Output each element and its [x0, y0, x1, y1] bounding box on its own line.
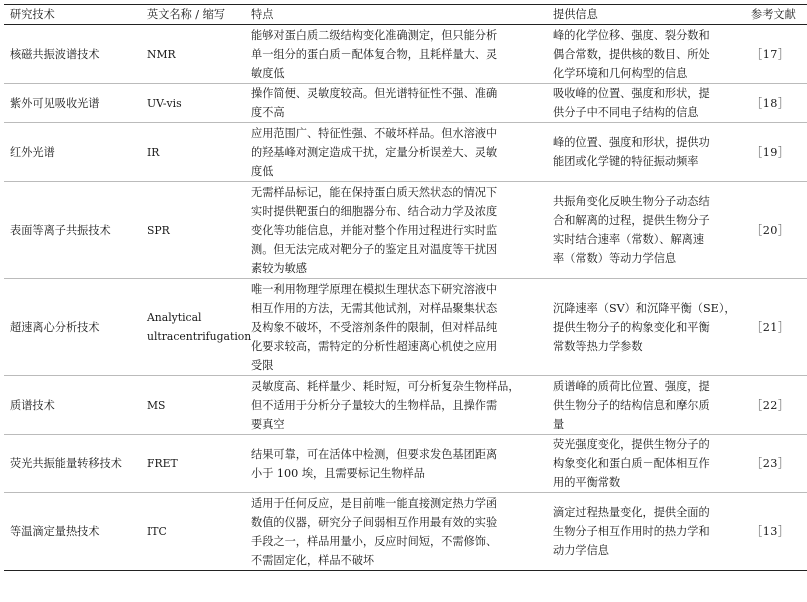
reference-number: ［23］	[751, 457, 790, 470]
information-line: 生物分子相互作用时的热力学和	[553, 525, 710, 538]
english-name-line: UV-vis	[147, 96, 182, 110]
features-cell	[249, 123, 551, 182]
features-line: 无需样品标记，能在保持蛋白质天然状态的情况下	[251, 185, 498, 199]
information-line: 吸收峰的位置、强度和形状，提	[553, 87, 710, 100]
information-line: 质谱峰的质荷比位置、强度，提	[553, 379, 710, 393]
features-line: 数值的仪器，研究分子间弱相互作用最有效的实验	[251, 515, 498, 529]
information-line: 提供生物分子的构象变化和平衡	[553, 320, 710, 334]
header-english-name: 英文名称 / 缩写	[145, 5, 249, 25]
technique-cell	[4, 435, 145, 493]
features-cell	[249, 435, 551, 493]
english-name-cell	[145, 25, 249, 84]
header-features: 特点	[249, 5, 551, 25]
english-name-cell	[145, 376, 249, 435]
features-line: 小于 100 埃，且需要标记生物样品	[251, 466, 425, 480]
features-line: 灵敏度高、耗样量少、耗时短，可分析复杂生物样品，	[251, 379, 520, 393]
information-cell	[551, 123, 741, 182]
information-line: 荧光强度变化，提供生物分子的	[553, 438, 710, 451]
features-cell	[249, 493, 551, 571]
features-line: 手段之一，样品用量小，反应时间短，不需修饰、	[251, 534, 498, 548]
english-name-line: Analytical	[147, 311, 202, 324]
english-name-cell	[145, 84, 249, 123]
information-line: 常数等热力学参数	[553, 339, 643, 353]
features-line: 度低	[251, 164, 274, 178]
features-line: 的羟基峰对测定造成干扰，定量分析误差大、灵敏	[251, 145, 498, 159]
information-line: 沉降速率（SV）和沉降平衡（SE），	[553, 301, 736, 315]
features-line: 应用范围广、特征性强、不破坏样品。但水溶液中	[251, 126, 498, 140]
information-line: 供分子中不同电子结构的信息	[553, 106, 699, 119]
reference-cell	[741, 376, 807, 435]
technique-name: 荧光共振能量转移技术	[10, 457, 122, 470]
technique-cell	[4, 123, 145, 182]
reference-cell	[741, 84, 807, 123]
table-row	[4, 182, 807, 279]
information-line: 偶合常数，提供核的数目、所处	[553, 47, 710, 61]
information-cell	[551, 435, 741, 493]
english-name-line: NMR	[147, 47, 176, 61]
information-cell	[551, 25, 741, 84]
features-line: 不需固定化，样品不破坏	[251, 553, 375, 567]
table-row	[4, 84, 807, 123]
english-name-cell	[145, 493, 249, 571]
table-body	[4, 25, 807, 571]
table-row	[4, 279, 807, 376]
reference-cell	[741, 123, 807, 182]
features-line: 度不高	[251, 106, 285, 119]
reference-number: ［19］	[751, 145, 790, 159]
information-line: 峰的化学位移、强度、裂分数和	[553, 28, 710, 42]
information-line: 合和解离的过程，提供生物分子	[553, 214, 710, 227]
features-cell	[249, 376, 551, 435]
technique-name: 表面等离子共振技术	[10, 223, 111, 237]
header-technique: 研究技术	[4, 5, 145, 25]
table-row	[4, 123, 807, 182]
reference-cell	[741, 435, 807, 493]
header-information: 提供信息	[551, 5, 741, 25]
features-line: 素较为敏感	[251, 261, 307, 275]
header-row	[4, 5, 807, 25]
reference-cell	[741, 25, 807, 84]
technique-cell	[4, 279, 145, 376]
header-reference: 参考文献	[741, 5, 807, 25]
table-row	[4, 493, 807, 571]
features-line: 适用于任何反应，是目前唯一能直接测定热力学函	[251, 496, 498, 510]
features-line: 能够对蛋白质二级结构变化准确测定，但只能分析	[251, 28, 498, 42]
technique-name: 紫外可见吸收光谱	[10, 96, 100, 110]
information-line: 率（常数）等动力学信息	[553, 252, 677, 265]
english-name-cell	[145, 279, 252, 376]
information-line: 化学环境和几何构型的信息	[553, 66, 688, 80]
english-name-line: IR	[147, 145, 160, 159]
information-line: 共振角变化反映生物分子动态结	[553, 195, 710, 208]
information-line: 动力学信息	[553, 544, 609, 557]
table-row	[4, 25, 807, 84]
information-cell	[551, 376, 741, 435]
information-cell	[551, 84, 741, 123]
english-name-line: ultracentrifugation	[147, 330, 252, 343]
features-line: 受限	[251, 358, 274, 372]
technique-cell	[4, 493, 145, 571]
reference-number: ［22］	[751, 398, 790, 412]
features-line: 实时提供靶蛋白的细胞器分布、结合动力学及浓度	[251, 204, 498, 218]
reference-number: ［18］	[751, 96, 790, 110]
information-line: 用的平衡常数	[553, 476, 621, 489]
information-line: 能团或化学键的特征振动频率	[553, 155, 699, 168]
reference-number: ［20］	[751, 223, 790, 237]
features-line: 敏度低	[251, 66, 285, 80]
technique-name: 核磁共振波谱技术	[10, 47, 100, 61]
technique-name: 红外光谱	[10, 145, 55, 159]
reference-cell	[741, 182, 807, 279]
information-line: 量	[553, 417, 565, 431]
features-line: 化要求较高，需特定的分析性超速离心机使之应用	[251, 339, 498, 353]
features-line: 唯一利用物理学原理在模拟生理状态下研究溶液中	[251, 282, 498, 296]
english-name-line: FRET	[147, 457, 178, 470]
table-row	[4, 435, 807, 493]
technique-cell	[4, 84, 145, 123]
information-line: 实时结合速率（常数）、解离速	[553, 233, 705, 246]
features-line: 操作简便、灵敏度较高。但光谱特征性不强、准确	[251, 87, 498, 100]
features-cell	[249, 182, 551, 279]
information-cell	[551, 182, 741, 279]
english-name-cell	[145, 123, 249, 182]
information-line: 峰的位置、强度和形状，提供功	[553, 136, 710, 149]
technique-name: 超速离心分析技术	[10, 320, 100, 334]
technique-cell	[4, 376, 145, 435]
english-name-cell	[145, 182, 249, 279]
english-name-cell	[145, 435, 249, 493]
features-line: 单一组分的蛋白质－配体复合物，且耗样量大、灵	[251, 47, 498, 61]
features-line: 相互作用的方法，无需其他试剂，对样品聚集状态	[251, 301, 498, 315]
features-cell	[249, 279, 551, 376]
features-line: 变化等功能信息，并能对整个作用过程进行实时监	[251, 223, 498, 237]
comparison-table	[4, 4, 807, 571]
technique-name: 质谱技术	[10, 398, 55, 412]
technique-cell	[4, 182, 145, 279]
features-line: 要真空	[251, 417, 285, 431]
information-line: 滴定过程热量变化，提供全面的	[553, 506, 710, 519]
reference-number: ［17］	[751, 47, 790, 61]
english-name-line: SPR	[147, 223, 170, 237]
reference-number: ［13］	[751, 525, 790, 538]
features-line: 但不适用于分析分子量较大的生物样品，且操作需	[251, 398, 498, 412]
information-cell	[551, 279, 741, 376]
reference-cell	[741, 493, 807, 571]
technique-cell	[4, 25, 145, 84]
features-line: 结果可靠，可在活体中检测，但要求发色基团距离	[251, 447, 498, 461]
information-cell	[551, 493, 741, 571]
features-line: 及构象不破坏，不受溶剂条件的限制，但对样品纯	[251, 320, 498, 334]
features-cell	[249, 84, 551, 123]
information-line: 供生物分子的结构信息和摩尔质	[553, 398, 710, 412]
table-row	[4, 376, 807, 435]
reference-cell	[741, 279, 807, 376]
english-name-line: MS	[147, 398, 166, 412]
features-cell	[249, 25, 551, 84]
english-name-line: ITC	[147, 525, 167, 538]
reference-number: ［21］	[751, 320, 790, 334]
technique-name: 等温滴定量热技术	[10, 525, 100, 538]
features-line: 测。但无法完成对靶分子的鉴定且对温度等干扰因	[251, 242, 498, 256]
information-line: 构象变化和蛋白质－配体相互作	[553, 457, 710, 470]
